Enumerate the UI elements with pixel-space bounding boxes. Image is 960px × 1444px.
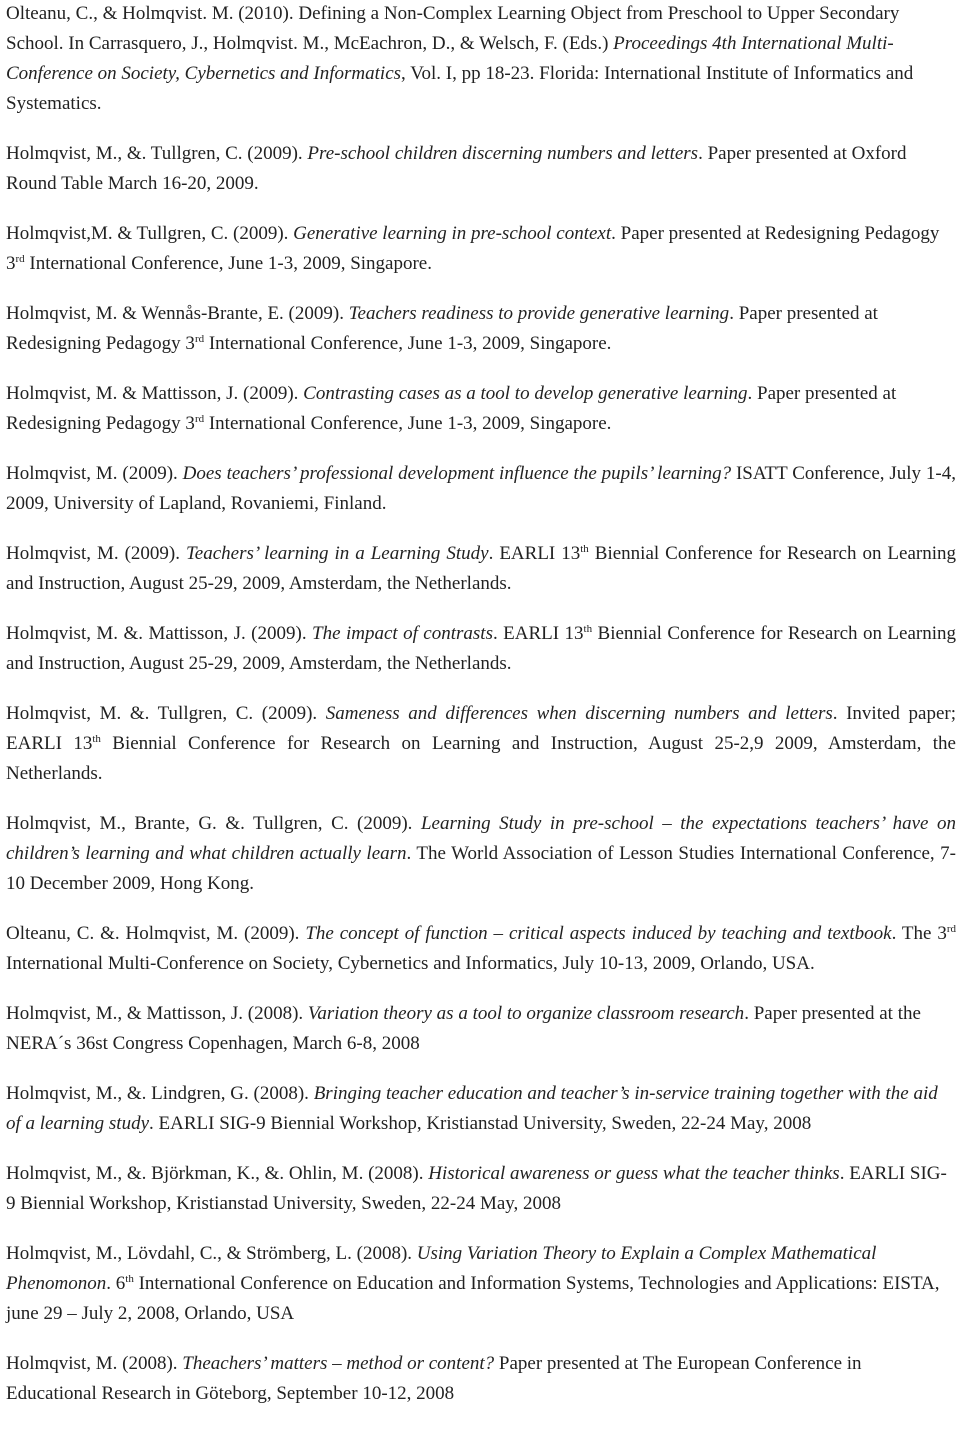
reference-text: . Paper presented at Redesigning Pedagogy 3 [6,383,897,434]
reference-text: Holmqvist, M., Lövdahl, C., & Strömberg, L. (2008). [6,1243,417,1264]
reference-entry [6,539,956,599]
reference-text: International Multi-Conference on Society, Cybernetics and Informatics, July 10-13, 2009, Orlando, USA. [6,953,815,974]
reference-text: . EARLI SIG-9 Biennial Workshop, Kristianstad University, Sweden, 22-24 May, 2008 [149,1113,812,1134]
reference-title: Theachers’ matters – method or content? [182,1353,495,1374]
reference-text: Biennial Conference for Research on Learning and Instruction, August 25-29, 2009, Amsterdam, the Netherlands. [6,623,957,674]
reference-text: Holmqvist, M., &. Lindgren, G. (2008). [6,1083,314,1104]
reference-title: Learning Study in pre-school – the expectations teachers’ have on children’s learning and what children actually learn [6,813,956,864]
reference-title: The impact of contrasts [312,623,493,644]
reference-text: Holmqvist, M. & Wennås-Brante, E. (2009). [6,303,349,324]
reference-entry [6,1159,956,1219]
reference-list [6,0,956,1429]
reference-text: International Conference, June 1-3, 2009, Singapore. [204,333,612,354]
reference-text: . The World Association of Lesson Studies International Conference, 7-10 December 2009, Hong Kong. [6,843,956,894]
ordinal-suffix: rd [194,413,205,425]
reference-text: International Conference, June 1-3, 2009, Singapore. [24,253,432,274]
ordinal-suffix: rd [194,333,205,345]
reference-title: Bringing teacher education and teacher’s in-service training together with the aid of a learning study [6,1083,938,1134]
reference-entry [6,0,956,119]
reference-text: Holmqvist, M. &. Tullgren, C. (2009). [6,703,326,724]
ordinal-suffix: rd [946,923,956,935]
ordinal-suffix: th [125,1273,134,1285]
reference-entry [6,919,956,979]
reference-title: Contrasting cases as a tool to develop generative learning [303,383,748,404]
reference-text: . Paper presented at Redesigning Pedagogy 3 [6,223,940,274]
reference-entry [6,999,956,1059]
reference-entry [6,619,956,679]
reference-entry [6,459,956,519]
ordinal-suffix: rd [15,253,25,265]
reference-text: Olteanu, C. &. Holmqvist, M. (2009). [6,923,306,944]
reference-entry [6,699,956,789]
reference-text: . EARLI SIG-9 Biennial Workshop, Kristianstad University, Sweden, 22-24 May, 2008 [6,1163,947,1214]
reference-text: , Vol. I, pp 18-23. Florida: International Institute of Informatics and Systematics. [6,63,914,114]
reference-title: Does teachers’ professional development influence the pupils’ learning? [182,463,732,484]
reference-text: . Invited paper; EARLI 13 [6,703,956,754]
reference-text: Biennial Conference for Research on Learning and Instruction, August 25-2,9 2009, Amsterdam, the Netherlands. [6,733,956,784]
reference-text: Biennial Conference for Research on Learning and Instruction, August 25-29, 2009, Amsterdam, the Netherlands. [6,543,957,594]
reference-title: Sameness and differences when discerning numbers and letters [325,703,833,724]
reference-text: . EARLI 13 [492,623,584,644]
reference-text: Holmqvist, M. & Mattisson, J. (2009). [6,383,304,404]
reference-text: Holmqvist, M., & Mattisson, J. (2008). [6,1003,308,1024]
reference-text: . EARLI 13 [488,543,581,564]
reference-text: Holmqvist, M. &. Mattisson, J. (2009). [6,623,313,644]
reference-text: . 6 [106,1273,126,1294]
reference-text: Paper presented at The European Conference in Educational Research in Göteborg, September 10-12, 2008 [6,1353,862,1404]
reference-title: Proceedings 4th International Multi-Conference on Society, Cybernetics and Informatics [6,33,894,84]
reference-text: Olteanu, C., & Holmqvist. M. (2010). Defining a Non-Complex Learning Object from Preschool to Upper Secondary School. In Carrasquero, J., Holmqvist. M., McEachron, D., & Welsch, F. (Eds.) [6,3,900,54]
reference-text: . Paper presented at Redesigning Pedagogy 3 [6,303,878,354]
reference-title: Variation theory as a tool to organize classroom research [307,1003,745,1024]
reference-text: Holmqvist, M., &. Björkman, K., &. Ohlin, M. (2008). [6,1163,429,1184]
reference-text: Holmqvist, M., Brante, G. &. Tullgren, C. (2009). [6,813,421,834]
reference-text: . The 3 [891,923,947,944]
reference-text: Holmqvist, M. (2009). [6,543,186,564]
reference-title: Generative learning in pre-school context [293,223,612,244]
reference-text: . Paper presented at Oxford Round Table March 16-20, 2009. [6,143,907,194]
reference-text: Holmqvist, M. (2009). [6,463,183,484]
reference-text: Holmqvist, M. (2008). [6,1353,183,1374]
ordinal-suffix: th [583,623,593,635]
ordinal-suffix: th [580,543,589,555]
reference-entry [6,1349,956,1409]
reference-title: Teachers’ learning in a Learning Study [185,543,489,564]
reference-entry [6,299,956,359]
reference-entry [6,379,956,439]
reference-text: Holmqvist,M. & Tullgren, C. (2009). [6,223,294,244]
reference-text: . Paper presented at the NERA´s 36st Congress Copenhagen, March 6-8, 2008 [6,1003,921,1054]
reference-title: Teachers readiness to provide generative learning [348,303,730,324]
reference-entry [6,1239,956,1329]
reference-title: Historical awareness or guess what the teacher thinks [428,1163,840,1184]
reference-title: The concept of function – critical aspects induced by teaching and textbook [305,923,892,944]
reference-entry [6,1079,956,1139]
reference-text: International Conference, June 1-3, 2009, Singapore. [204,413,612,434]
reference-entry [6,139,956,199]
ordinal-suffix: th [92,733,101,745]
reference-text: Holmqvist, M., &. Tullgren, C. (2009). [6,143,308,164]
reference-entry [6,219,956,279]
reference-entry [6,809,956,899]
reference-title: Pre-school children discerning numbers and letters [307,143,699,164]
reference-text: International Conference on Education and Information Systems, Technologies and Applications: EISTA, june 29 – July 2, 2008, Orlando, USA [6,1273,940,1324]
reference-title: Using Variation Theory to Explain a Complex Mathematical Phenomonon [6,1243,877,1294]
reference-text: ISATT Conference, July 1-4, 2009, University of Lapland, Rovaniemi, Finland. [6,463,957,514]
